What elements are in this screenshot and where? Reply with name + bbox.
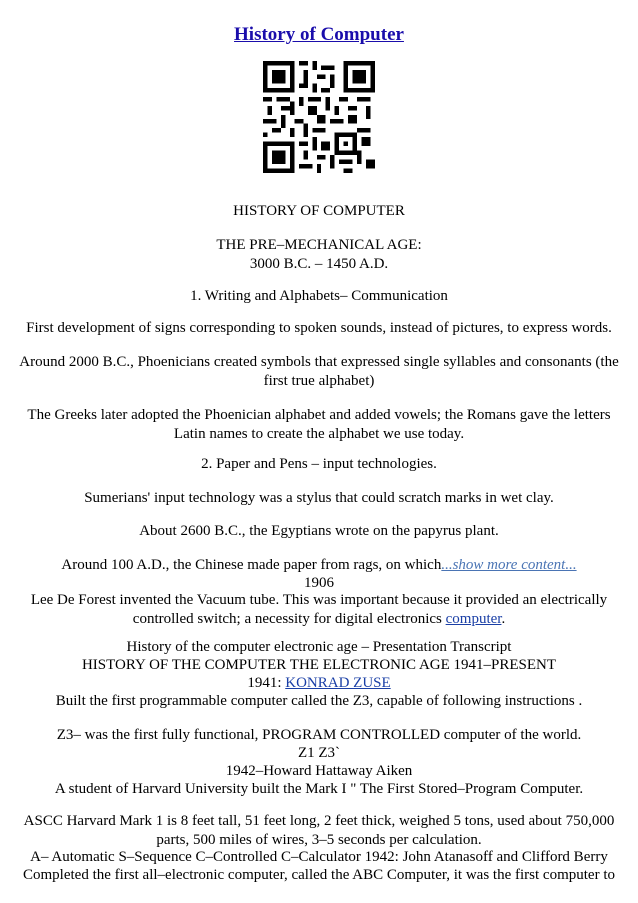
paragraph: A– Automatic S–Sequence C–Controlled C–Calculator 1942: John Atanasoff and Clifford Berry — [30, 849, 608, 865]
paragraph: Z1 Z3` — [297, 745, 341, 761]
section-title-paper: 2. Paper and Pens – input technologies. — [201, 456, 437, 472]
paragraph: The Greeks later adopted the Phoenician alphabet and added vowels; the Romans gave the letters Latin names to create the alphabet we use today. — [27, 407, 611, 442]
transcript-heading: HISTORY OF THE COMPUTER THE ELECTRONIC AGE 1941–PRESENT — [81, 657, 557, 673]
paragraph-text: Around 100 A.D., the Chinese made paper from rags, on which — [61, 557, 442, 573]
paragraph-text: Lee De Forest invented the Vacuum tube. This was important because it provided an electrically controlled switch; a necessity for digital electronics — [30, 592, 608, 627]
paragraph — [0, 556, 638, 575]
show-more-link[interactable]: ...show more content... — [441, 557, 577, 573]
paragraph: Sumerians' input technology was a stylus that could scratch marks in wet clay. — [84, 490, 554, 506]
paragraph — [0, 591, 638, 629]
paragraph-end: . — [501, 611, 506, 627]
paragraph: About 2600 B.C., the Egyptians wrote on the papyrus plant. — [139, 523, 499, 539]
paragraph: A student of Harvard University built the Mark I " The First Stored–Program Computer. — [54, 781, 584, 797]
paragraph: Built the first programmable computer called the Z3, capable of following instructions . — [55, 693, 583, 709]
paragraph: Z3– was the first fully functional, PROGRAM CONTROLLED computer of the world. — [56, 727, 582, 743]
section-title-writing: 1. Writing and Alphabets– Communication — [190, 288, 448, 304]
qr-code-image[interactable] — [263, 61, 375, 173]
paragraph: 1942–Howard Hattaway Aiken — [225, 763, 413, 779]
year-prefix: 1941: — [247, 675, 286, 691]
konrad-zuse-link[interactable]: KONRAD ZUSE — [285, 675, 391, 691]
main-heading: HISTORY OF COMPUTER — [233, 203, 405, 219]
transcript-title: History of the computer electronic age – Presentation Transcript — [126, 639, 512, 655]
age-heading: THE PRE–MECHANICAL AGE: — [216, 237, 422, 253]
document-title-link[interactable]: History of Computer — [234, 24, 404, 45]
age-dates: 3000 B.C. – 1450 A.D. — [249, 256, 389, 272]
paragraph: Completed the first all–electronic computer, called the ABC Computer, it was the first computer to — [23, 867, 615, 883]
paragraph: ASCC Harvard Mark 1 is 8 feet tall, 51 feet long, 2 feet thick, weighed 5 tons, used about 750,000 parts, 500 miles of wires, 3–5 seconds per calculation. — [23, 813, 615, 848]
computer-link[interactable]: computer — [445, 611, 502, 627]
paragraph: First development of signs corresponding to spoken sounds, instead of pictures, to express words. — [26, 320, 612, 336]
zuse-line — [0, 674, 638, 693]
year-1906: 1906 — [304, 575, 334, 591]
paragraph: Around 2000 B.C., Phoenicians created symbols that expressed single syllables and consonants (the first true alphabet) — [19, 354, 619, 389]
